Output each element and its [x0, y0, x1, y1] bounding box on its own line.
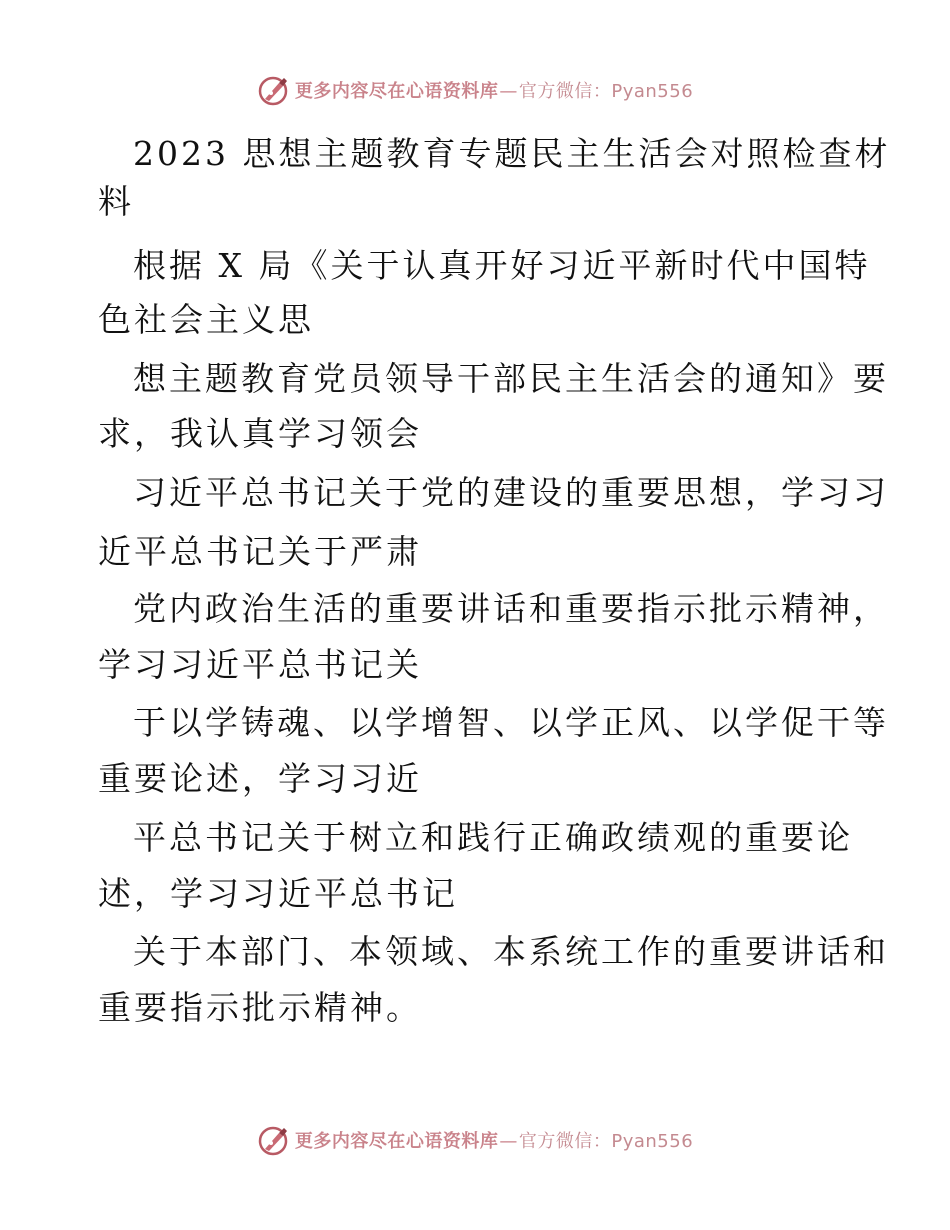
paragraph-line: 近平总书记关于严肃 [98, 532, 422, 571]
footer-watermark [0, 1122, 950, 1158]
pen-logo-icon [257, 1123, 291, 1157]
watermark-text [295, 1127, 693, 1153]
paragraph-line: 根据 X 局《关于认真开好习近平新时代中国特 [133, 246, 871, 285]
watermark-text [295, 77, 693, 103]
paragraph-line: 学习习近平总书记关 [98, 645, 422, 684]
paragraph-line: 党内政治生活的重要讲话和重要指示批示精神， [133, 589, 889, 628]
pen-logo-icon [257, 73, 291, 107]
paragraph-line: 关于本部门、本领域、本系统工作的重要讲话和 [133, 932, 889, 971]
document-title-line-1: 2023 思想主题教育专题民主生活会对照检查材 [133, 134, 891, 173]
watermark-dash: — [499, 1131, 518, 1152]
paragraph-line: 重要论述，学习习近 [98, 759, 422, 798]
document-title-line-2: 料 [98, 182, 134, 221]
paragraph-line: 述，学习习近平总书记 [98, 874, 458, 913]
paragraph-line: 于以学铸魂、以学增智、以学正风、以学促干等 [133, 703, 889, 742]
watermark-brand: 更多内容尽在心语资料库 [294, 1131, 499, 1152]
paragraph-line: 色社会主义思 [98, 300, 314, 339]
paragraph-line: 重要指示批示精神。 [98, 988, 422, 1027]
paragraph-line: 求，我认真学习领会 [98, 414, 422, 453]
header-watermark [0, 72, 950, 108]
paragraph-line: 习近平总书记关于党的建设的重要思想，学习习 [133, 473, 889, 512]
watermark-dash: — [499, 81, 518, 102]
watermark-brand: 更多内容尽在心语资料库 [294, 81, 499, 102]
watermark-wechat: 官方微信：Pyan556 [518, 81, 694, 102]
watermark-wechat: 官方微信：Pyan556 [518, 1131, 694, 1152]
paragraph-line: 想主题教育党员领导干部民主生活会的通知》要 [133, 359, 889, 398]
paragraph-line: 平总书记关于树立和践行正确政绩观的重要论 [133, 818, 853, 857]
